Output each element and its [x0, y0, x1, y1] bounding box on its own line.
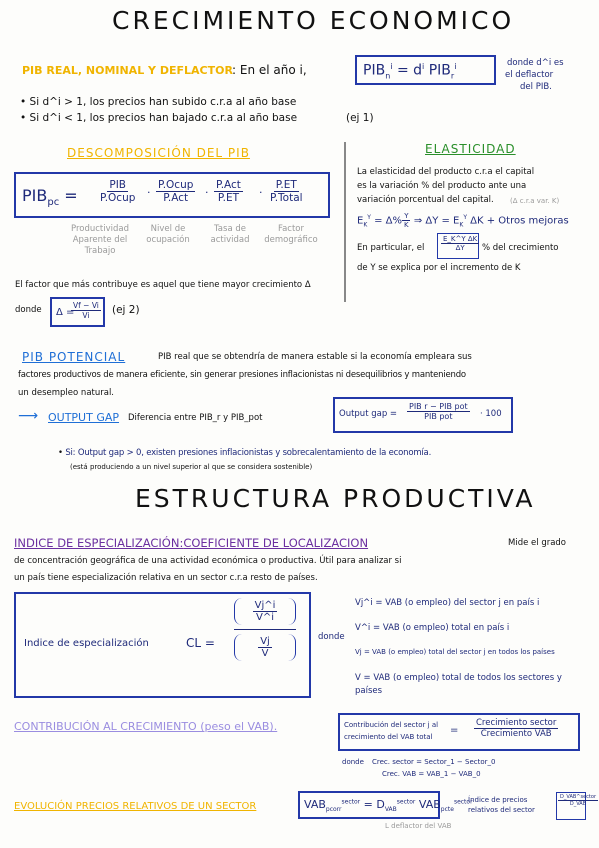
pib-bullet-2-text: Si d^i < 1, los precios han bajado c.r.a al año base — [29, 112, 298, 124]
descomposicion-term-4: P.ET P.Total — [270, 179, 303, 204]
evolucion-heading: EVOLUCIÓN PRECIOS RELATIVOS DE UN SECTOR — [14, 801, 257, 812]
section-title-estructura: ESTRUCTURA PRODUCTIVA — [135, 484, 536, 513]
potencial-heading: PIB POTENCIAL — [22, 350, 126, 364]
cl-def-3: Vj = VAB (o empleo) total del sector j en todos los países — [355, 648, 555, 656]
elasticidad-particular-post: % del crecimiento — [482, 243, 559, 253]
times-sign: · — [205, 186, 209, 199]
pib-note-3: del PIB. — [520, 82, 552, 92]
contribucion-box — [338, 713, 580, 751]
elasticidad-line-2: es la variación % del producto ante una — [357, 181, 527, 191]
output-gap-text: Diferencia entre PIB_r y PIB_pot — [128, 413, 263, 423]
output-gap-box — [333, 397, 513, 433]
pib-bullet-1: • Si d^i > 1, los precios han subido c.r.a al año base — [20, 96, 297, 108]
output-gap-bullet: • Si: Output gap > 0, existen presiones inflacionistas y sobrecalentamiento de la economía. — [58, 448, 432, 458]
contribucion-box-line-2: crecimiento del VAB total — [344, 733, 433, 741]
label-productividad: Productividad Aparente del Trabajo — [70, 224, 130, 256]
pib-bullet-1-text: Si d^i > 1, los precios han subido c.r.a al año base — [29, 96, 297, 108]
elasticidad-note: (Δ c.r.a var. K) — [510, 197, 560, 205]
elasticidad-fraction-box — [437, 233, 479, 259]
descomposicion-lhs: $PIB_{pc}$ = — [22, 186, 78, 209]
pib-note-1: donde d^i es — [507, 58, 564, 68]
cl-denominator: $\frac{Vj}{V}$ — [234, 634, 296, 661]
arrow-right-icon: ⟶ — [18, 408, 39, 424]
evolucion-box — [298, 791, 473, 819]
evolucion-note-2: relativos del sector — [468, 806, 535, 814]
output-gap-label: OUTPUT GAP — [48, 411, 120, 424]
times-sign: · — [147, 186, 151, 199]
delta-donde: donde — [15, 305, 42, 315]
contribucion-donde: donde — [342, 758, 364, 766]
evolucion-formula: $VAB_{pcorr}^{sector} = D_{VAB}^{sector}$ $VAB_{pcte}^{sector}$ — [304, 798, 473, 814]
delta-fraction: $\frac{Vf - Vi}{Vi}$ — [73, 301, 99, 320]
potencial-line-1: PIB real que se obtendría de manera estable si la economía empleara sus — [158, 352, 472, 362]
coef-heading-text: COEFICIENTE DE LOCALIZACION — [183, 536, 369, 550]
descomposicion-term-3: P.Act P.ET — [216, 179, 241, 204]
elasticidad-equation: $E_K^Y = \Delta\%$ $\frac{Y}{K}$ ⇒ $\Delta Y = E_K^Y$ ΔK + Otros mejoras — [357, 212, 569, 229]
pib-note-2: el deflactor — [505, 70, 554, 80]
cl-fraction-bar — [234, 629, 296, 630]
pib-formula: $PIB_n^i = d^i$ $PIB_r^i$ — [363, 62, 457, 81]
potencial-line-2: factores productivos de manera eficiente, sin generar presiones inflacionistas ni desequilibrios y manteniendo — [18, 370, 466, 380]
label-demografico: Factor demográfico — [264, 224, 318, 245]
indice-line-3: un país tiene especialización relativa en un sector c.r.a resto de países. — [14, 573, 318, 583]
cl-fraction — [234, 598, 296, 661]
cl-def-4: V = VAB (o empleo) total de todos los sectores y países — [355, 673, 562, 696]
descomposicion-box — [14, 172, 330, 218]
pib-bullet-2: • Si d^i < 1, los precios han bajado c.r.a al año base — [20, 112, 298, 124]
elasticidad-line-3: variación porcentual del capital. — [357, 195, 494, 205]
descomposicion-term-1: PIB P.Ocup — [100, 179, 136, 204]
page-title: CRECIMIENTO ECONOMICO — [112, 6, 515, 35]
cl-numerator: $\frac{Vj\^{}i}{V\^{}i}$ — [234, 598, 296, 625]
cl-donde: donde — [318, 632, 345, 642]
factor-text: El factor que más contribuye es aquel que tiene mayor crecimiento Δ — [15, 280, 311, 290]
pib-formula-box — [355, 55, 496, 85]
times-sign: · — [259, 186, 263, 199]
descomposicion-eq-tag: (ej 2) — [112, 304, 140, 316]
label-actividad: Tasa de actividad — [210, 224, 250, 245]
indice-heading: INDICE DE ESPECIALIZACIÓN:COEFICIENTE DE LOCALIZACION — [14, 536, 369, 550]
elasticidad-line-1: La elasticidad del producto c.r.a el capital — [357, 167, 535, 177]
delta-box — [50, 297, 105, 327]
descomposicion-term-2: P.Ocup P.Act — [158, 179, 194, 204]
potencial-line-3: un desempleo natural. — [18, 388, 115, 398]
contribucion-equals: = — [450, 725, 459, 736]
descomposicion-heading: DESCOMPOSICIÓN DEL PIB — [67, 146, 250, 160]
elasticidad-heading: ELASTICIDAD — [425, 142, 516, 156]
delta-lhs: Δ = — [56, 307, 75, 318]
output-gap-lhs: Output gap = — [339, 409, 398, 419]
evolucion-under: L deflactor del VAB — [385, 822, 452, 830]
cl-lhs: CL = — [186, 636, 215, 650]
contribucion-fraction: Crecimiento sector Crecimiento VAB — [476, 718, 557, 739]
cl-def-1: Vj^i = VAB (o empleo) del sector j en país i — [355, 598, 540, 608]
contribucion-heading: CONTRIBUCIÓN AL CRECIMIENTO (peso el VAB). — [14, 720, 278, 733]
cl-box — [14, 592, 311, 698]
output-gap-bullet-text: Si: Output gap > 0, existen presiones inflacionistas y sobrecalentamiento de la economía. — [65, 448, 432, 458]
output-gap-fraction: PIB r − PIB pot PIB pot — [409, 402, 468, 421]
label-ocupacion: Nivel de ocupación — [146, 224, 190, 245]
contribucion-def-1: Crec. sector = Sector_1 − Sector_0 — [372, 758, 496, 766]
evolucion-mini-box — [556, 792, 596, 820]
elasticidad-fraction: $\frac{\text{E\_K\textasciicircum{}Y ΔK}}{\Delta Y}$ — [443, 235, 478, 252]
pib-intro: : En el año i, — [232, 63, 307, 77]
contribucion-box-line-1: Contribución del sector j al — [344, 721, 439, 729]
indice-line-2: de concentración geográfica de una actividad económica o productiva. Útil para analizar si — [14, 556, 402, 566]
output-gap-tail: · 100 — [480, 409, 502, 419]
cl-box-label: Indice de especialización — [24, 638, 149, 649]
pib-eq-tag: (ej 1) — [346, 112, 374, 124]
evolucion-mini-fraction: D_VAB^sector D_VAB — [560, 794, 596, 807]
output-gap-bullet-sub: (está produciendo a un nivel superior al que se considera sostenible) — [70, 463, 313, 471]
pib-heading: PIB REAL, NOMINAL Y DEFLACTOR — [22, 64, 233, 77]
contribucion-def-2: Crec. VAB = VAB_1 − VAB_0 — [382, 770, 481, 778]
indice-heading-text: INDICE DE ESPECIALIZACIÓN — [14, 536, 180, 550]
evolucion-note-1: Índice de precios — [468, 796, 528, 804]
cl-def-2: V^i = VAB (o empleo) total en país i — [355, 623, 510, 633]
elasticidad-particular: En particular, el — [357, 243, 425, 253]
indice-line-1-tail: Mide el grado — [508, 538, 567, 548]
elasticidad-line-5: de Y se explica por el incremento de K — [357, 263, 521, 273]
section-divider — [344, 142, 346, 302]
